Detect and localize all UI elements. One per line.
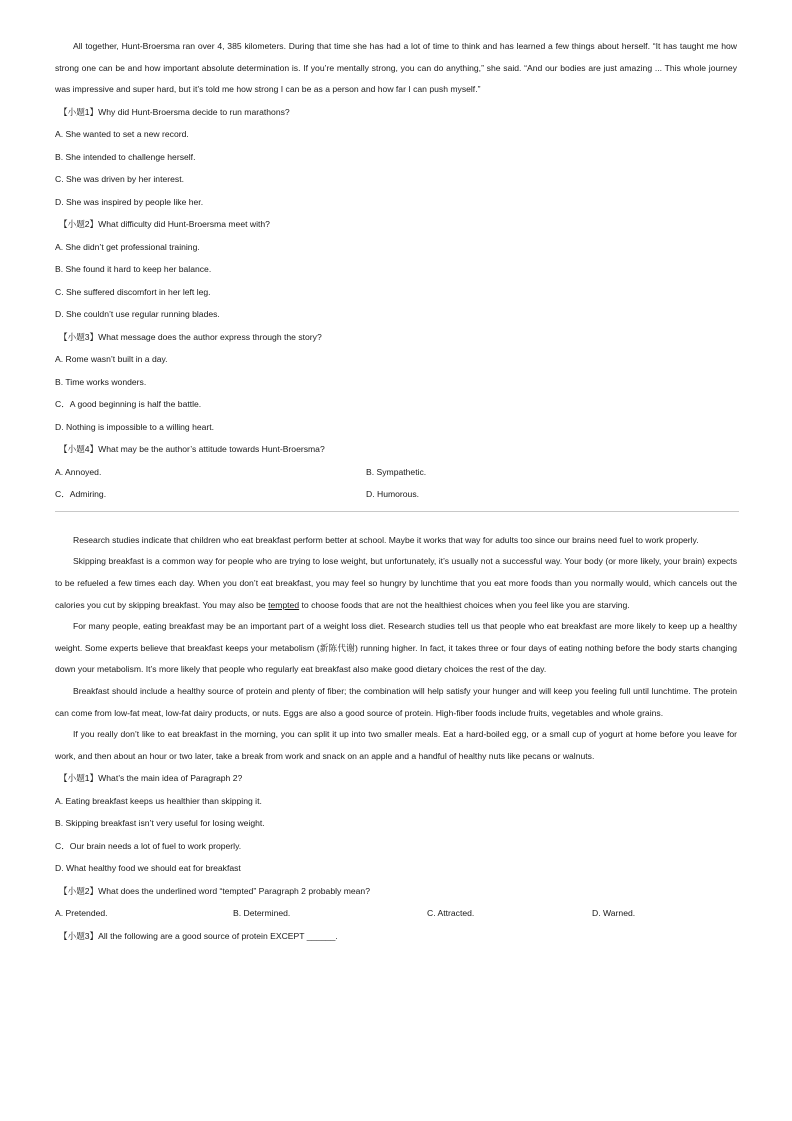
option-d: D. She couldn’t use regular running blades. (55, 309, 220, 320)
option-c: C. She suffered discomfort in her left leg. (55, 286, 211, 297)
paragraph-text: Skipping breakfast is a common way for people who are trying to lose weight, but unfortunately, it’s usually not a successful way. Your body (or more likely, your brain) expects to be refueled a few times each day. When you don’t eat breakfast, you may feel so hungry by lunchtime that you eat more foods than you normally would, which cancels out the calories you cut by skipping breakfast. You may also be (55, 556, 737, 610)
p2-question-3 (55, 925, 737, 948)
passage2-paragraph-5: If you really don’t like to eat breakfast in the morning, you can split it up into two smaller meals. Eat a hard-boiled egg, or a small cup of yogurt at home before you leave for work, and then about an hour or two later, take a break from work and snack on an apple and a handful of healthy nuts like pecans or walnuts. (55, 729, 737, 761)
question-stem: 【小题4】What may be the author’s attitude towards Hunt-Broersma? (59, 444, 325, 455)
option-c: C. She was driven by her interest. (55, 174, 184, 185)
section-divider (55, 511, 739, 512)
question-stem: 【小题1】What’s the main idea of Paragraph 2? (59, 773, 243, 784)
option-row (55, 461, 737, 484)
p2-question-2 (55, 880, 737, 925)
question-stem: 【小题3】All the following are a good source of protein EXCEPT ______. (59, 930, 338, 941)
p1-question-2 (55, 213, 737, 326)
p1-question-4 (55, 438, 737, 506)
passage2-paragraph-2 (55, 551, 737, 616)
option-d: D. Humorous. (366, 489, 420, 500)
option-d: D. Nothing is impossible to a willing heart. (55, 421, 215, 432)
paragraph-text: to choose foods that are not the healthiest choices when you feel like you are starving. (299, 599, 630, 610)
option-d: D. What healthy food we should eat for breakfast (55, 863, 241, 874)
document-page (55, 36, 737, 947)
option-a: A. She didn’t get professional training. (55, 241, 200, 252)
question-stem: 【小题2】What difficulty did Hunt-Broersma meet with? (59, 219, 270, 230)
option-b: B. She intended to challenge herself. (55, 151, 196, 162)
option-d: D. Warned. (592, 908, 636, 919)
p1-question-1 (55, 101, 737, 214)
passage1-paragraph: All together, Hunt-Broersma ran over 4, 385 kilometers. During that time she has had a lot of time to think and has learned a few things about herself. “It has taught me how strong one can be and how important absolute determination is. If you’re mentally strong, you can do anything,” she said. “And our bodies are just amazing ... This whole journey was impressive and super hard, but it’s told me how strong I can be as a person and how far I can push myself.” (55, 41, 737, 95)
option-row (55, 483, 737, 506)
question-stem: 【小题2】What does the underlined word “tempted” Paragraph 2 probably mean? (59, 885, 370, 896)
option-b: B. Skipping breakfast isn’t very useful for losing weight. (55, 818, 265, 829)
option-b: B. Sympathetic. (366, 466, 427, 477)
passage2-paragraph-1: Research studies indicate that children who eat breakfast perform better at school. Maybe it works that way for adults too since our brains need fuel to work properly. (73, 534, 699, 545)
option-a: A. Rome wasn’t built in a day. (55, 354, 168, 365)
option-d: D. She was inspired by people like her. (55, 196, 204, 207)
p1-question-3 (55, 326, 737, 439)
option-a: A. Pretended. (55, 908, 108, 919)
option-b: B. She found it hard to keep her balance. (55, 264, 212, 275)
option-c: C．A good beginning is half the battle. (55, 399, 202, 410)
option-b: B. Time works wonders. (55, 376, 147, 387)
option-c: C．Our brain needs a lot of fuel to work properly. (55, 840, 242, 851)
option-a: A. Annoyed. (55, 466, 102, 477)
option-a: A. Eating breakfast keeps us healthier than skipping it. (55, 795, 262, 806)
option-b: B. Determined. (233, 908, 291, 919)
option-a: A. She wanted to set a new record. (55, 129, 189, 140)
underlined-word-tempted: tempted (268, 599, 300, 610)
passage2-paragraph-4: Breakfast should include a healthy source of protein and plenty of fiber; the combination will help satisfy your hunger and will keep you feeling full until lunchtime. The protein can come from low-fat meat, low-fat dairy products, or nuts. Eggs are also a good source of protein. High-fiber foods include fruits, vegetables and whole grains. (55, 685, 737, 718)
p2-question-1 (55, 767, 737, 880)
passage2-paragraph-3: For many people, eating breakfast may be an important part of a weight loss diet. Research studies tell us that people who eat breakfast are more likely to keep up a healthy weight. Some experts believe that breakfast keeps your metabolism (新陈代谢) running higher. In fact, it takes three or four days of eating nothing before the body starts changing down your metabolism. It’s more likely that people who regularly eat breakfast also make good dietary choices the rest of the day. (55, 621, 737, 675)
question-stem: 【小题3】What message does the author express through the story? (59, 331, 322, 342)
option-c: C. Attracted. (427, 908, 475, 919)
question-stem: 【小题1】Why did Hunt-Broersma decide to run marathons? (59, 106, 290, 117)
option-row (55, 902, 737, 925)
option-c: C．Admiring. (55, 489, 107, 500)
